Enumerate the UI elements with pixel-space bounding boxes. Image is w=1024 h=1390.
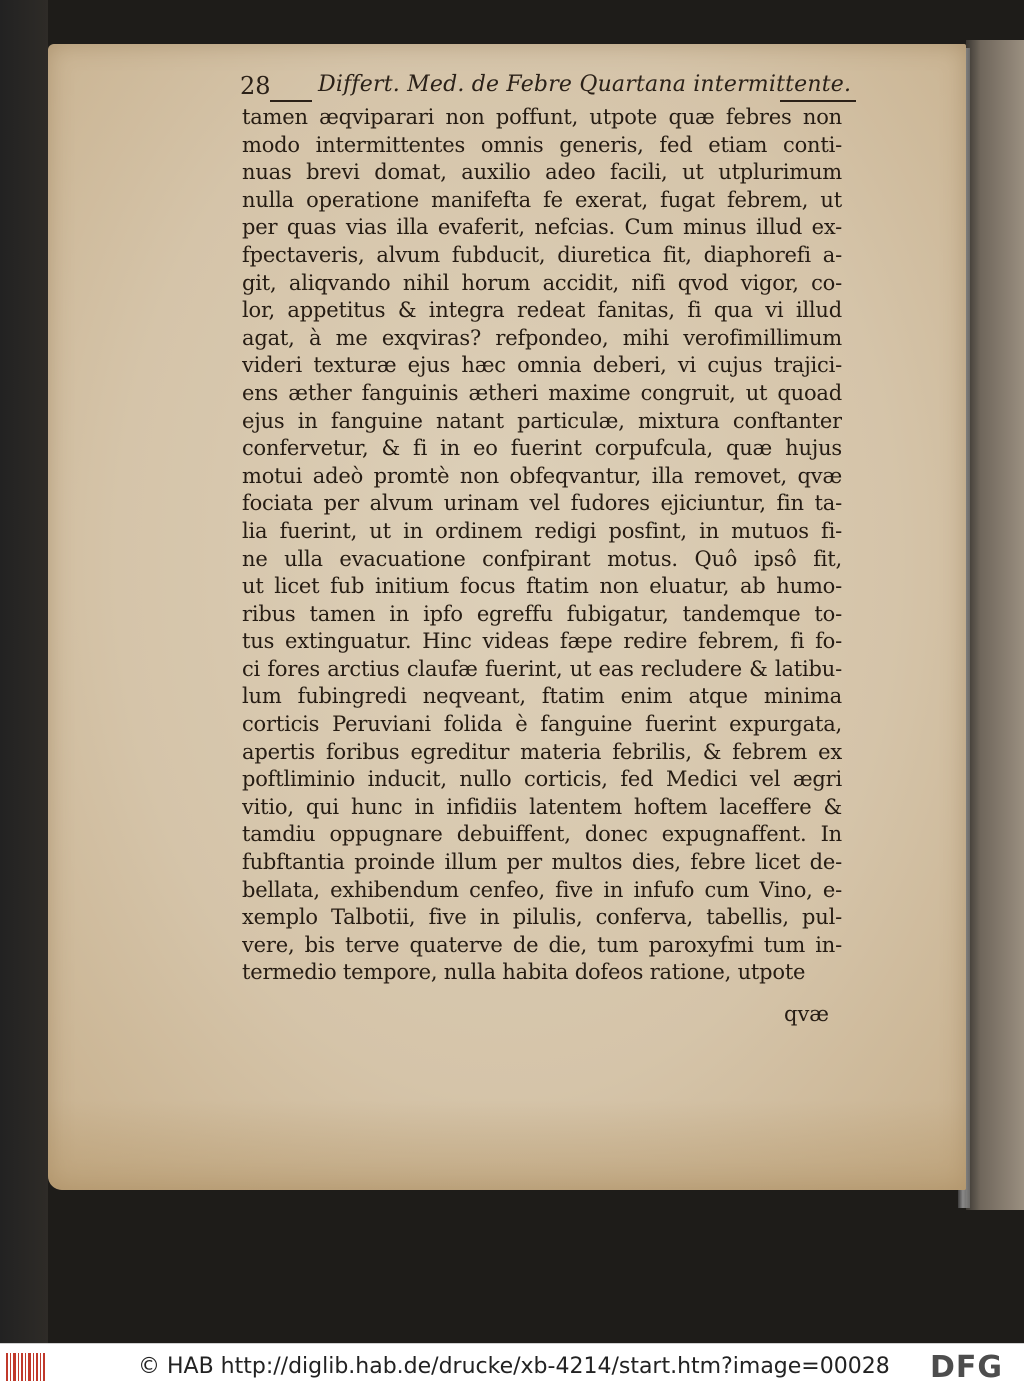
- text-line: confervetur, & fi in eo fuerint corpufcula, quæ hujus: [242, 436, 842, 461]
- text-line: videri texturæ ejus hæc omnia deberi, vi cujus trajici-: [242, 353, 842, 378]
- text-line: vitio, qui hunc in infidiis latentem hoftem laceffere &: [242, 794, 842, 819]
- page-header: [240, 72, 852, 102]
- text-line: poftliminio inducit, nullo corticis, fed Medici vel ægri: [242, 767, 842, 792]
- text-line: fubftantia proinde illum per multos dies, febre licet de-: [242, 850, 842, 875]
- header-rule-right: [780, 100, 856, 102]
- text-line: tus extinguatur. Hinc videas fæpe redire febrem, fi fo-: [242, 629, 842, 654]
- barcode-icon: [6, 1350, 46, 1384]
- text-line: ut licet fub initium focus ftatim non eluatur, ab humo-: [242, 574, 842, 599]
- scan-background-left: [0, 0, 48, 1343]
- text-line: modo intermittentes omnis generis, fed etiam conti-: [242, 132, 842, 157]
- text-line: nulla operatione manifefta fe exerat, fugat febrem, ut: [242, 187, 842, 212]
- header-rule-left: [270, 100, 312, 102]
- text-line: apertis foribus egreditur materia febrilis, & febrem ex: [242, 739, 842, 764]
- footer-credit: © HAB http://diglib.hab.de/drucke/xb-4214/start.htm?image=00028: [138, 1354, 890, 1379]
- page-number: 28: [240, 72, 271, 100]
- text-line: lor, appetitus & integra redeat fanitas, fi qua vi illud: [242, 298, 842, 323]
- text-line: fpectaveris, alvum fubducit, diuretica fit, diaphorefi a-: [242, 242, 842, 267]
- running-head: Differt. Med. de Febre Quartana intermittente.: [318, 72, 852, 97]
- text-line: xemplo Talbotii, five in pilulis, conferva, tabellis, pul-: [242, 905, 842, 930]
- text-line: termedio tempore, nulla habita dofeos ratione, utpote: [242, 960, 806, 985]
- text-line: ribus tamen in ipfo egreffu fubigatur, tandemque to-: [242, 601, 842, 626]
- text-line: nuas brevi domat, auxilio adeo facili, ut utplurimum: [242, 160, 842, 185]
- text-line: agat, à me exqviras? refpondeo, mihi verofimillimum: [242, 325, 842, 350]
- text-line: git, aliqvando nihil horum accidit, nifi qvod vigor, co-: [242, 270, 842, 295]
- text-line: lia fuerint, ut in ordinem redigi posfint, in mutuos fi-: [242, 518, 842, 543]
- text-line: ens æther fanguinis ætheri maxime congruit, ut quoad: [242, 380, 842, 405]
- text-line: fociata per alvum urinam vel fudores ejiciuntur, fin ta-: [242, 491, 842, 516]
- footer-bar: [0, 1343, 1024, 1390]
- text-line: ejus in fanguine natant particulæ, mixtura conftanter: [242, 408, 842, 433]
- adjacent-page-edge: [966, 40, 1024, 1210]
- text-line: vere, bis terve quaterve de die, tum paroxyfmi tum in-: [242, 932, 842, 957]
- text-line: per quas vias illa evaferit, nefcias. Cum minus illud ex-: [242, 215, 842, 240]
- text-line: corticis Peruviani folida è fanguine fuerint expurgata,: [242, 712, 842, 737]
- body-text: [242, 104, 842, 987]
- text-line: tamdiu oppugnare debuiffent, donec expugnaffent. In: [242, 822, 842, 847]
- text-line: ci fores arctius claufæ fuerint, ut eas recludere & latibu-: [242, 656, 842, 681]
- text-line: lum fubingredi neqveant, ftatim enim atque minima: [242, 684, 842, 709]
- text-line: motui adeò promtè non obfeqvantur, illa removet, qvæ: [242, 463, 842, 488]
- text-line: tamen æqviparari non poffunt, utpote quæ febres non: [242, 105, 842, 129]
- adjacent-page-bleed: [976, 159, 1021, 187]
- text-line: ne ulla evacuatione confpirant motus. Quô ipsô fit,: [242, 546, 842, 571]
- catchword: qvæ: [784, 1002, 830, 1026]
- dfg-logo: DFG: [930, 1350, 1004, 1385]
- text-line: bellata, exhibendum cenfeo, five in infufo cum Vino, e-: [242, 877, 842, 902]
